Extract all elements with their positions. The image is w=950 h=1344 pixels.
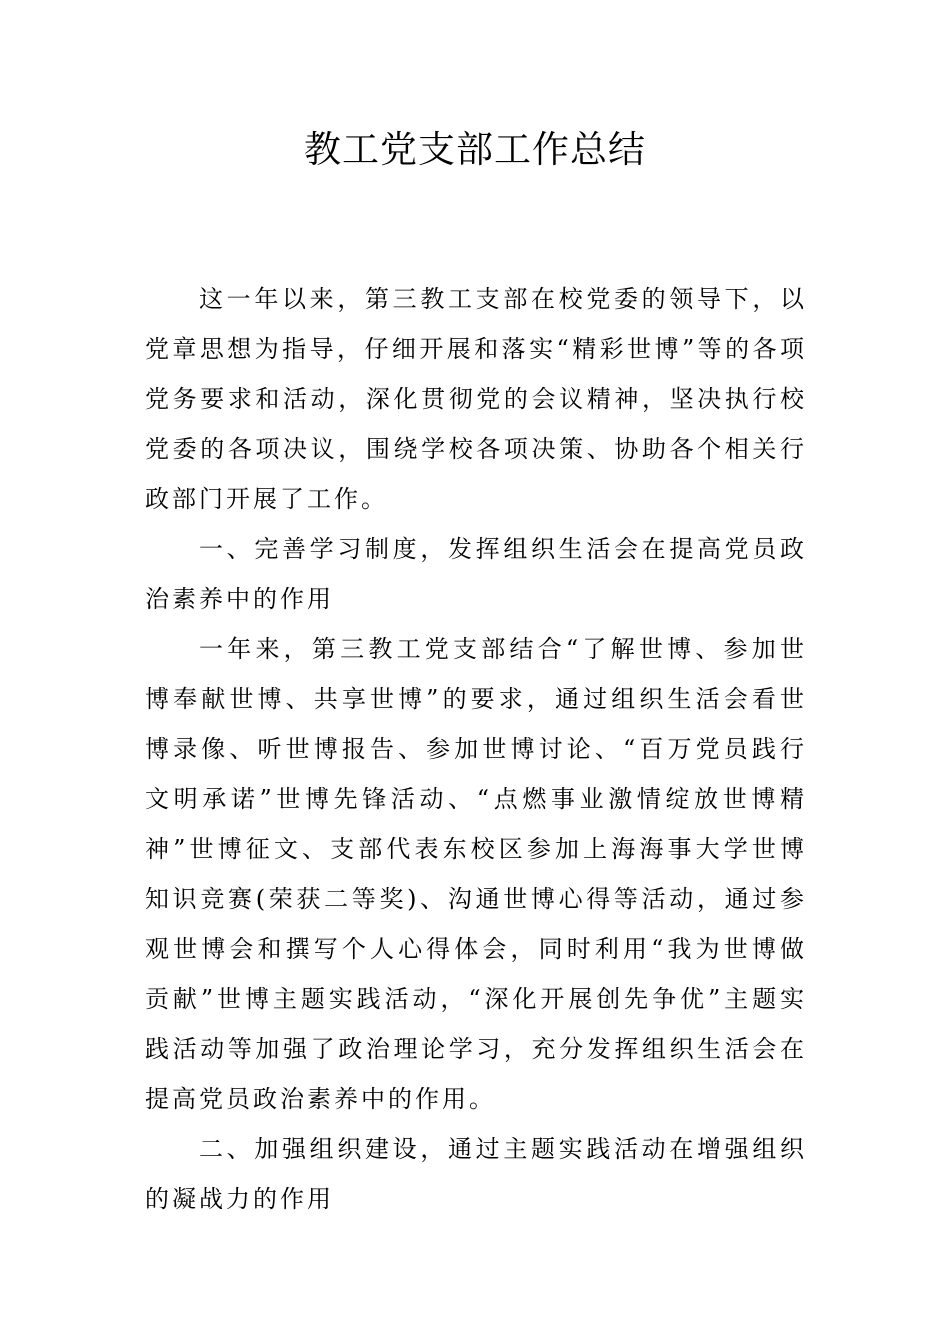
document-title: 教工党支部工作总结	[304, 128, 646, 171]
section-heading-2: 二、加强组织建设，通过主题实践活动在增强组织的凝战力的作用	[145, 1135, 807, 1213]
section-heading-1: 一、完善学习制度，发挥组织生活会在提高党员政治素养中的作用	[145, 535, 807, 613]
intro-paragraph: 这一年以来，第三教工支部在校党委的领导下，以党章思想为指导，仔细开展和落实“精彩世博”等的各项党务要求和活动，深化贯彻党的会议精神，坚决执行校党委的各项决议，围绕学校各项决策、协助各个相关行政部门开展了工作。	[145, 285, 807, 513]
document-body	[145, 274, 807, 1224]
section-1-paragraph: 一年来，第三教工党支部结合“了解世博、参加世博奉献世博、共享世博”的要求，通过组织生活会看世博录像、听世博报告、参加世博讨论、“百万党员践行文明承诺”世博先锋活动、“点燃事业激情绽放世博精神”世博征文、支部代表东校区参加上海海事大学世博知识竞赛(荣获二等奖)、沟通世博心得等活动，通过参观世博会和撰写个人心得体会，同时利用“我为世博做贡献”世博主题实践活动，“深化开展创先争优”主题实践活动等加强了政治理论学习，充分发挥组织生活会在提高党员政治素养中的作用。	[145, 635, 807, 1113]
